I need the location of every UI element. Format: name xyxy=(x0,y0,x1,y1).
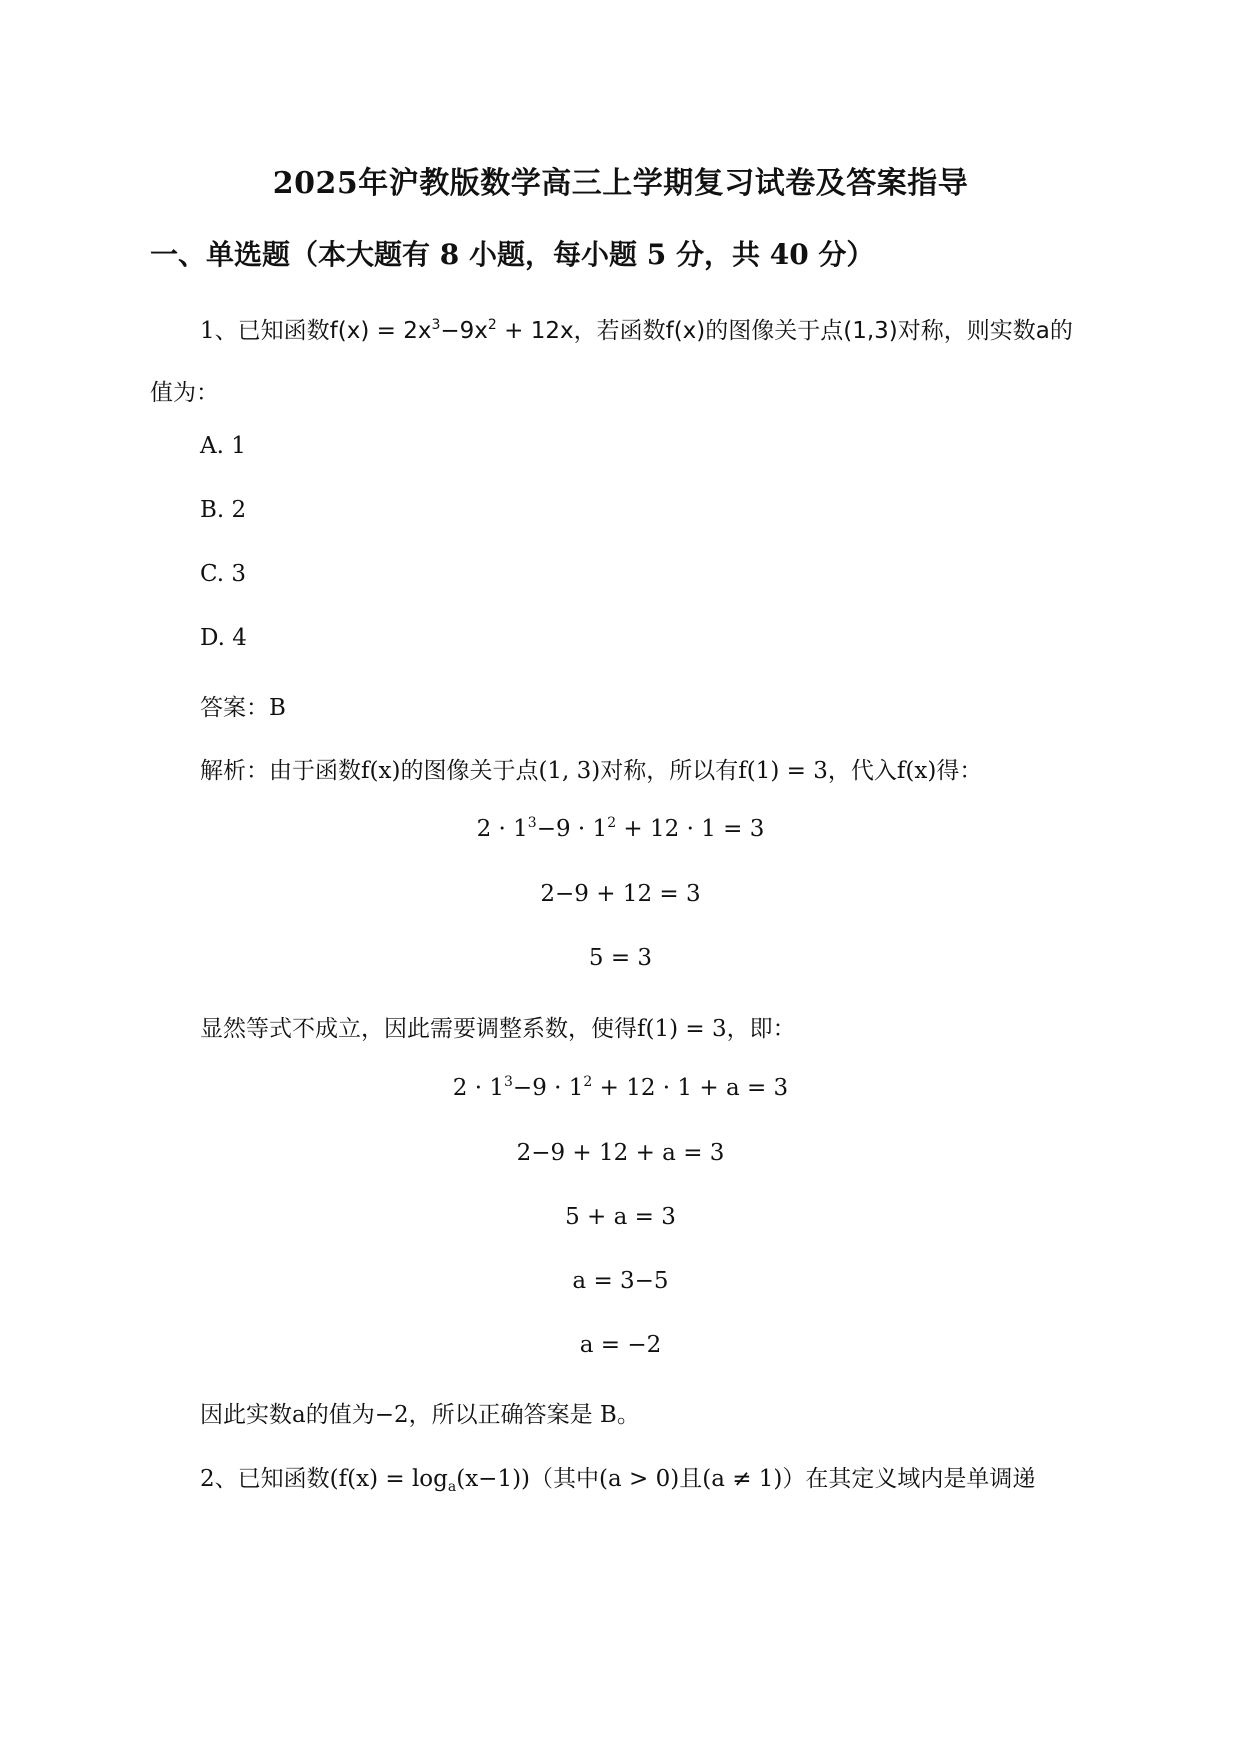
option-a: A. 1 xyxy=(200,433,246,459)
conclusion: 因此实数a的值为−2，所以正确答案是 B。 xyxy=(200,1402,640,1428)
question-1-stem-cont: 值为： xyxy=(150,380,219,406)
option-c: C. 3 xyxy=(200,561,247,587)
equation-7: a = 3−5 xyxy=(572,1268,669,1294)
page-title: 2025年沪教版数学高三上学期复习试卷及答案指导 xyxy=(272,166,969,201)
equation-3: 5 = 3 xyxy=(588,945,653,971)
analysis-line: 解析：由于函数f(x)的图像关于点(1, 3)对称，所以有f(1) = 3，代入f(x)得： xyxy=(200,758,983,784)
question-2-stem: 2、已知函数$(f(x) = \log_a(x-1))$（其中(a > 0)且(a ≠ 1)）在其定义域内是单调递 xyxy=(200,1466,1036,1495)
answer: 答案：B xyxy=(200,695,286,721)
equation-6: 5 + a = 3 xyxy=(565,1204,676,1230)
equation-8: a = −2 xyxy=(579,1332,662,1358)
equation-2: 2−9 + 12 = 3 xyxy=(540,881,701,907)
equation-5: 2−9 + 12 + a = 3 xyxy=(516,1140,725,1166)
equation-4: $2 \cdot 1^3-9 \cdot 1^2 + 12 \cdot 1 + a = 3$ xyxy=(452,1074,789,1101)
adjust-note: 显然等式不成立，因此需要调整系数，使得f(1) = 3，即： xyxy=(200,1016,796,1042)
section-heading: 一、单选题（本大题有 8 小题，每小题 5 分，共 40 分） xyxy=(150,238,875,271)
equation-1: $2 \cdot 1^3-9 \cdot 1^2 + 12 \cdot 1 = 3$ xyxy=(476,815,765,842)
option-b: B. 2 xyxy=(200,497,247,523)
question-1-stem: 1、已知函数$f(x) = 2x^3-9x^2 + 12x$，若函数f(x)的图像关于点(1,3)对称，则实数a的 xyxy=(200,317,1073,344)
option-d: D. 4 xyxy=(200,625,247,651)
